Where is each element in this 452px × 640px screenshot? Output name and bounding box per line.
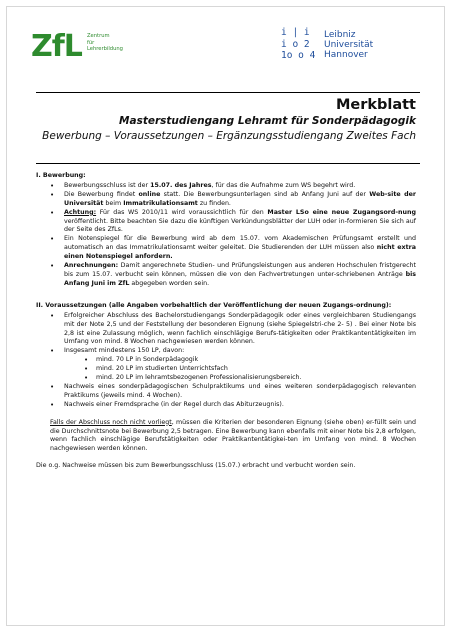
spacer — [36, 410, 416, 419]
zfl-sub-line3: Lehrerbildung — [87, 46, 123, 52]
luh-logo-name — [324, 30, 373, 61]
text-run: Bewerbungsschluss ist der — [64, 181, 151, 189]
text-run-bold: bis Anfang Juni im ZfL — [64, 270, 416, 287]
top-rule — [36, 92, 420, 93]
text-run-bold: online — [138, 190, 161, 198]
page-subtitle: Masterstudiengang Lehramt für Sonderpädagogik — [119, 115, 416, 127]
title-block — [36, 96, 416, 144]
document-body — [36, 172, 416, 471]
sub-list-item: • mind. 20 LP im studierten Unterrichtsfach — [84, 365, 416, 374]
section-heading-voraussetzungen: II. Voraussetzungen (alle Angaben vorbehaltlich der Veröffentlichung der neuen Zugangs-ordnung): — [36, 301, 392, 309]
luh-mark-line1: i | i — [281, 27, 310, 38]
luh-logo-mark — [281, 27, 318, 62]
text-run: abgegeben worden sein. — [129, 279, 210, 287]
luh-name-line3: Hannover — [324, 50, 368, 61]
zfl-logo — [31, 30, 137, 64]
list-item — [50, 182, 416, 191]
text-run: Ein Notenspiegel für die Bewerbung wird ab dem 15.07. vom Akademischen Prüfungsamt erstellt und automatisch an das Immatrikulationsamt weiter geleitet. Die Studierenden der LUH müssen also — [64, 235, 416, 252]
text-run: statt. Die Bewerbungsunterlagen sind ab Anfang Juni auf der — [160, 190, 370, 198]
text-run-bold: Master LSo eine neue Zugangsord-nung — [267, 208, 416, 216]
page-subtitle-2: Bewerbung – Voraussetzungen – Ergänzungsstudiengang Zweites Fach — [42, 130, 416, 142]
list-item — [50, 191, 416, 209]
text-run-bold: 15.07. des Jahres — [150, 181, 212, 189]
paragraph-nachweise: Die o.g. Nachweise müssen bis zum Bewerbungsschluss (15.07.) erbracht und verbucht worden sein. — [36, 462, 356, 470]
zfl-sub-line1: Zentrum — [87, 33, 110, 39]
text-run: Für das WS 2010/11 wird voraussichtlich für den — [96, 208, 268, 216]
text-run: veröffentlicht. Bitte beachten Sie dazu die künftigen Verkündungsblätter der LUH oder in-formieren Sie sich auf der Seite des ZfLs. — [64, 217, 416, 234]
zfl-logo-text: ZfL — [31, 29, 82, 64]
text-run: , müssen die Kriterien der besonderen Eignung (siehe oben) er-füllt sein und die Durchschnittsnote bei Bewerbung 2,5 betragen. Eine Bewerbung kann ebenfalls mit einer Note bis 2,8 erfolgen, wenn fachlich einschlägige Berufstätigkeiten oder Praktikantentätigkei-ten im Umfang von mind. 8 Wochen nachgewiesen werden können. — [50, 418, 416, 453]
luh-name-line1: Leibniz — [324, 30, 356, 40]
spacer — [36, 289, 416, 302]
sub-list — [64, 356, 416, 383]
list-item — [50, 347, 416, 383]
paragraph-abschluss — [36, 419, 416, 455]
title-rule — [36, 163, 420, 164]
text-run: zu finden. — [197, 199, 231, 207]
list-item — [50, 262, 416, 289]
text-run: Insgesamt mindestens 150 LP, davon: — [64, 347, 185, 355]
text-run-underline: Achtung: — [64, 208, 97, 216]
text-run-bold: Web-site der Universität — [64, 190, 416, 207]
list-item — [50, 209, 416, 236]
sub-list-item: • mind. 70 LP in Sonderpädagogik — [84, 356, 416, 365]
text-run-underline: Falls der Abschluss noch nicht vorliegt — [50, 418, 172, 426]
spacer — [36, 454, 416, 462]
text-run: Die Bewerbung findet — [64, 190, 139, 198]
luh-mark-line2: i o 2 — [281, 38, 310, 50]
text-run: , für das die Aufnahme zum WS begehrt wird. — [211, 181, 356, 189]
text-run-bold: nicht extra einen Notenspiegel anfordern. — [64, 244, 416, 261]
luh-mark-line3: 1o o 4 — [281, 50, 316, 61]
page-title: Merkblatt — [335, 97, 416, 113]
section-heading-bewerbung: I. Bewerbung: — [36, 172, 86, 179]
bewerbung-list — [36, 182, 416, 289]
list-item: • Nachweis einer Fremdsprache (in der Regel durch das Abiturzeugnis). — [50, 401, 416, 410]
text-run-bold: Anrechnungen: — [64, 262, 119, 270]
text-run: beim — [103, 199, 124, 207]
text-run: Damit angerechnete Studien- und Prüfungsleistungen aus anderen Hochschulen fristgerecht bis zum 15.07. verbucht sein können, müssen die von den Fachvertretungen unter-schriebenen Anträge — [64, 262, 416, 278]
list-item: • Erfolgreicher Abschluss des Bachelorstudiengangs Sonderpädagogik oder eines vergleichbaren Studiengangs mit der Note 2,5 und der Feststellung der besonderen Eignung (siehe Spiegelstri-che 2- 5) . Bei einer Note bis 2,8 ist eine Zulassung möglich, wenn fachlich einschlägige Berufs-tätigkeiten oder Praktikantentätigkeiten im Umfang von mind. 8 Wochen nachgewiesen werden können. — [50, 312, 416, 348]
voraussetzungen-list — [36, 312, 416, 410]
sub-list-item: • mind. 20 LP im lehramtsbezogenen Professionalisierungsbereich. — [84, 374, 416, 383]
zfl-sub-line2: für — [87, 39, 95, 46]
text-run-bold: Immatrikulationsamt — [123, 199, 198, 207]
list-item — [50, 235, 416, 262]
luh-name-line2: Universität — [324, 40, 374, 51]
list-item: • Nachweis eines sonderpädagogischen Schulpraktikums und eines weiteren sonderpädagogisch relevanten Praktikums (jeweils mind. 4 Wochen). — [50, 383, 416, 401]
zfl-logo-subtitle — [87, 33, 131, 53]
